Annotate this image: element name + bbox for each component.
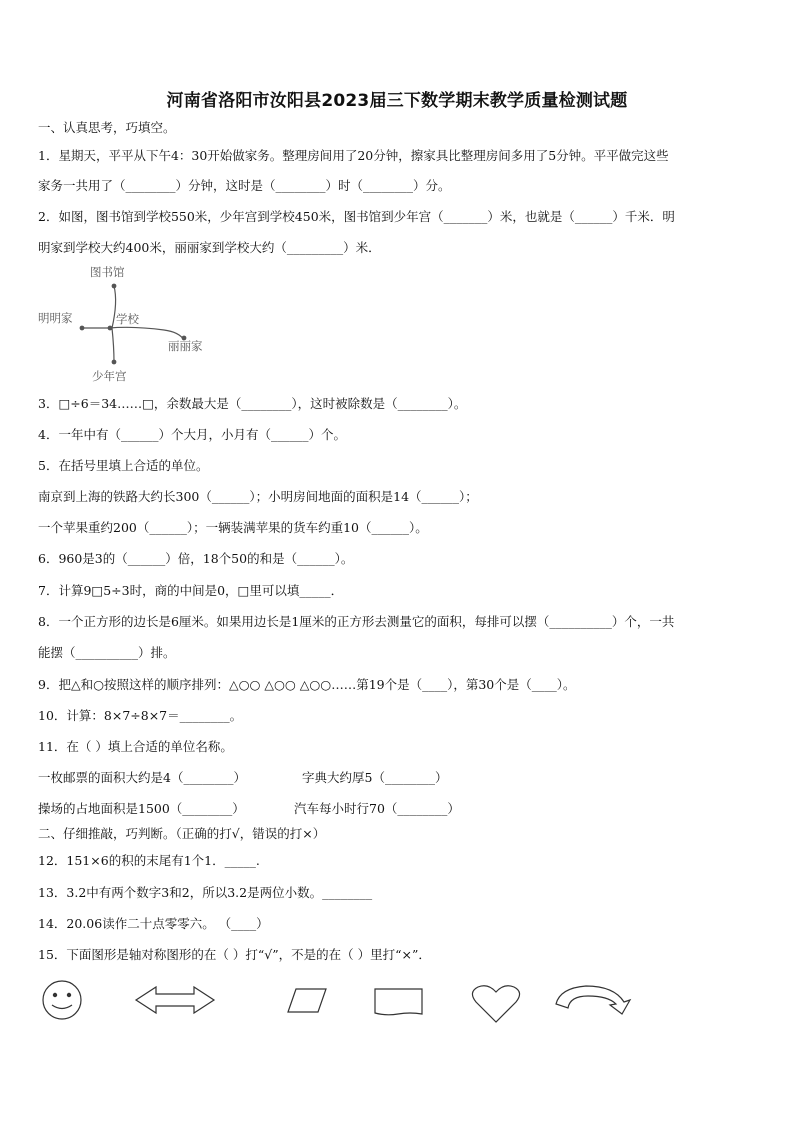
- youth-palace-dot: [112, 360, 117, 365]
- curved-arrow-icon: [556, 986, 630, 1014]
- question-11-a2: 字典大约厚5（________）: [302, 770, 448, 785]
- question-5-row-a: 南京到上海的铁路大约长300（______）；小明房间地面的面积是14（______）；: [38, 489, 478, 504]
- question-4: 4．一年中有（______）个大月，小月有（______）个。: [38, 427, 346, 442]
- double-arrow-icon: [136, 987, 214, 1013]
- school-dot: [108, 326, 113, 331]
- library-label: 图书馆: [90, 265, 125, 279]
- heart-icon: [472, 986, 519, 1022]
- question-1-line-1: 1．星期天，平平从下午4：30开始做家务。整理房间用了20分钟，擦家具比整理房间多用了5分钟。平平做完这些: [38, 148, 669, 163]
- question-12: 12．151×6的积的末尾有1个1．_____.: [38, 853, 260, 868]
- question-9: 9．把△和○按照这样的顺序排列：△○○ △○○ △○○……第19个是（____），第30个是（____）。: [38, 677, 576, 692]
- section-heading-2: 二、仔细推敲，巧判断。（正确的打√，错误的打×）: [38, 826, 326, 841]
- question-7: 7．计算9□5÷3时，商的中间是0，□里可以填_____．: [38, 583, 344, 598]
- question-11-b2: 汽车每小时行70（________）: [294, 801, 460, 816]
- question-10: 10．计算：8×7÷8×7＝________。: [38, 708, 243, 723]
- mingming-dot: [80, 326, 85, 331]
- lili-label: 丽丽家: [168, 339, 203, 353]
- question-5: 5．在括号里填上合适的单位。: [38, 458, 209, 473]
- question-1-line-2: 家务一共用了（________）分钟，这时是（________）时（________）分。: [38, 178, 451, 193]
- question-11-b1: 操场的占地面积是1500（________）: [38, 801, 245, 816]
- shapes-row: [38, 978, 678, 1028]
- road-south: [112, 328, 114, 362]
- question-13: 13．3.2中有两个数字3和2，所以3.2是两位小数。________: [38, 885, 373, 900]
- page-title: 河南省洛阳市汝阳县2023届三下数学期末教学质量检测试题: [166, 91, 628, 111]
- question-6: 6．960是3的（______）倍，18个50的和是（______）。: [38, 551, 354, 566]
- question-2-line-1: 2．如图，图书馆到学校550米，少年宫到学校450米，图书馆到少年宫（_______）米，也就是（______）千米．明: [38, 209, 675, 224]
- question-2-line-2: 明家到学校大约400米，丽丽家到学校大约（_________）米．: [38, 240, 381, 255]
- question-8-line-1: 8．一个正方形的边长是6厘米。如果用边长是1厘米的正方形去测量它的面积，每排可以摆（__________）个，一共: [38, 614, 675, 629]
- question-11-a1: 一枚邮票的面积大约是4（________）: [38, 770, 246, 785]
- flag-shape-icon: [375, 989, 422, 1015]
- question-11: 11．在（ ）填上合适的单位名称。: [38, 739, 233, 754]
- school-label: 学校: [116, 312, 139, 326]
- section-heading-1: 一、认真思考，巧填空。: [38, 120, 176, 135]
- question-3: 3．□÷6＝34……□，余数最大是（________），这时被除数是（________）。: [38, 396, 467, 411]
- question-8-line-2: 能摆（__________）排。: [38, 645, 176, 660]
- library-dot: [112, 284, 117, 289]
- question-5-row-b: 一个苹果重约200（______）；一辆装满苹果的货车约重10（______）。: [38, 520, 428, 535]
- youth-palace-label: 少年宫: [92, 369, 127, 383]
- smiley-face-icon: [43, 981, 81, 1019]
- map-diagram: [34, 262, 234, 392]
- mingming-label: 明明家: [38, 311, 73, 325]
- question-14: 14．20.06读作二十点零零六。 （____）: [38, 916, 269, 931]
- parallelogram-icon: [288, 989, 326, 1012]
- question-15: 15．下面图形是轴对称图形的在（ ）打“√”，不是的在（ ）里打“×”．: [38, 947, 431, 962]
